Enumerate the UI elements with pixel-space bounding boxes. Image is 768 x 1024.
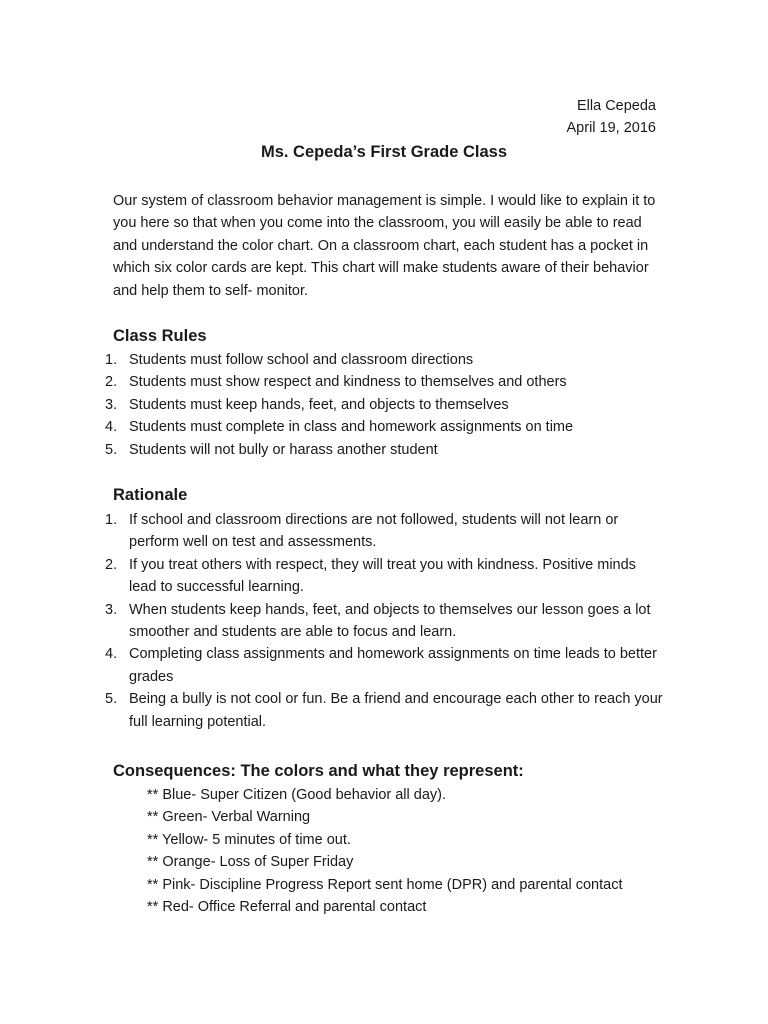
list-item xyxy=(105,416,665,438)
list-text: Being a bully is not cool or fun. Be a friend and encourage each other to reach your full learning potential. xyxy=(129,691,663,730)
consequence-item-green: ** Green- Verbal Warning xyxy=(147,809,311,826)
list-text: Students must complete in class and homework assignments on time xyxy=(129,419,574,436)
list-item xyxy=(105,371,665,393)
list-text: Students will not bully or harass another student xyxy=(129,441,438,458)
list-number: 1. xyxy=(105,352,118,368)
list-item xyxy=(105,688,665,733)
author-name: Ella Cepeda xyxy=(577,98,656,114)
list-item xyxy=(105,554,665,599)
rationale-list xyxy=(105,509,665,733)
rationale-heading: Rationale xyxy=(113,486,188,504)
class-rules-heading: Class Rules xyxy=(113,327,207,345)
list-text: Students must keep hands, feet, and objects to themselves xyxy=(129,396,509,413)
list-item xyxy=(105,599,665,644)
list-text: If school and classroom directions are not followed, students will not learn or perform well on test and assessments. xyxy=(129,512,619,551)
class-rules-list xyxy=(105,349,665,461)
list-text: Students must follow school and classroom directions xyxy=(129,352,474,368)
consequences-list xyxy=(147,784,667,918)
list-number: 4. xyxy=(105,419,118,436)
intro-paragraph: Our system of classroom behavior management is simple. I would like to explain it to you here so that when you come into the classroom, you will easily be able to read and understand the color chart. On a classroom chart, each student has a pocket in which six color cards are kept. This chart will make students aware of their behavior and help them to self- monitor. xyxy=(113,193,656,299)
consequence-item-blue: ** Blue- Super Citizen (Good behavior all day). xyxy=(147,787,447,803)
list-number: 4. xyxy=(105,646,118,663)
list-number: 2. xyxy=(105,556,118,573)
list-number: 1. xyxy=(105,512,118,528)
consequence-item-pink: ** Pink- Discipline Progress Report sent home (DPR) and parental contact xyxy=(147,876,623,893)
list-number: 3. xyxy=(105,396,118,413)
document-date: April 19, 2016 xyxy=(566,120,656,136)
consequence-item-yellow: ** Yellow- 5 minutes of time out. xyxy=(147,831,351,848)
list-item xyxy=(105,439,665,461)
list-item xyxy=(105,643,665,688)
list-item xyxy=(105,349,665,371)
list-number: 2. xyxy=(105,374,118,391)
header-block xyxy=(567,95,656,139)
list-number: 5. xyxy=(105,441,118,458)
page-title: Ms. Cepeda’s First Grade Class xyxy=(260,143,508,161)
list-text: Completing class assignments and homework assignments on time leads to better grades xyxy=(129,646,657,685)
consequences-heading: Consequences: The colors and what they represent: xyxy=(113,762,524,780)
list-item xyxy=(105,509,665,554)
list-number: 5. xyxy=(105,691,118,708)
list-number: 3. xyxy=(105,601,118,618)
consequence-item-red: ** Red- Office Referral and parental contact xyxy=(147,899,427,916)
consequence-item-orange: ** Orange- Loss of Super Friday xyxy=(147,854,354,871)
list-text: When students keep hands, feet, and objects to themselves our lesson goes a lot smoother and students are able to focus and learn. xyxy=(129,601,651,641)
list-text: Students must show respect and kindness to themselves and others xyxy=(129,374,567,391)
list-text: If you treat others with respect, they will treat you with kindness. Positive minds lead to successful learning. xyxy=(129,556,636,596)
list-item xyxy=(105,394,665,416)
